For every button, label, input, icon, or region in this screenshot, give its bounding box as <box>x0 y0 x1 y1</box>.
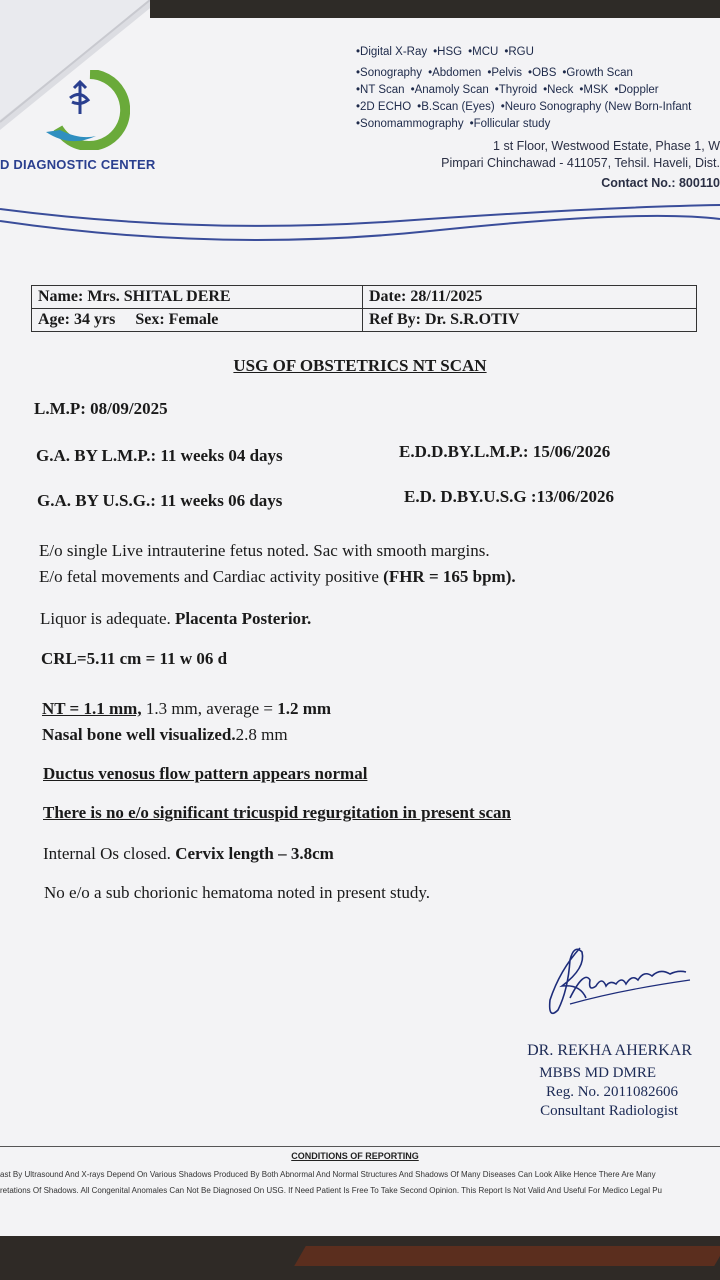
ductus-venosus: Ductus venosus flow pattern appears normal <box>43 764 368 783</box>
lmp: L.M.P: 08/09/2025 <box>34 399 168 418</box>
doctor-name: DR. REKHA AHERKAR <box>527 1042 692 1059</box>
finding-cardiac: E/o fetal movements and Cardiac activity positive (FHR = 165 bpm). <box>39 567 516 586</box>
ga-by-lmp: G.A. BY L.M.P.: 11 weeks 04 days <box>36 446 283 465</box>
placenta-position: Placenta Posterior. <box>175 609 312 628</box>
doctor-signature <box>540 940 700 1030</box>
doctor-registration: Reg. No. 2011082606 <box>546 1084 678 1100</box>
hematoma-finding: No e/o a sub chorionic hematoma noted in present study. <box>44 883 431 902</box>
nasal-bone: Nasal bone well visualized.2.8 mm <box>42 725 288 744</box>
clinic-logo-icon <box>40 70 130 150</box>
services-list <box>356 44 720 133</box>
report-date: Date: 28/11/2025 <box>363 286 697 309</box>
finding-fetus: E/o single Live intrauterine fetus noted. Sac with smooth margins. <box>39 541 490 560</box>
center-name: D DIAGNOSTIC CENTER <box>0 157 156 172</box>
address-line-2: Pimpari Chinchawad - 411057, Tehsil. Haveli, Dist. <box>441 156 720 170</box>
patient-sex: Sex: Female <box>135 311 219 328</box>
cervix-length: Cervix length – 3.8cm <box>175 844 334 863</box>
doctor-degree: MBBS MD DMRE <box>539 1065 656 1081</box>
patient-info-table <box>31 285 697 332</box>
footer-divider <box>0 1146 720 1147</box>
header-wave-divider <box>0 195 720 265</box>
report-title: USG OF OBSTETRICS NT SCAN <box>233 356 487 375</box>
patient-name: Name: Mrs. SHITAL DERE <box>32 286 363 309</box>
conditions-title: CONDITIONS OF REPORTING <box>291 1151 419 1161</box>
background-stripe <box>294 1246 720 1266</box>
contact-number: Contact No.: 800110 <box>601 176 720 190</box>
services-row-5: • Sonomammography• Follicular study <box>356 116 720 133</box>
finding-liquor: Liquor is adequate. Placenta Posterior. <box>40 609 312 628</box>
services-row-4: • 2D ECHO• B.Scan (Eyes)• Neuro Sonography (New Born-Infant <box>356 99 720 116</box>
ga-by-usg: G.A. BY U.S.G.: 11 weeks 06 days <box>37 491 283 510</box>
services-row-2: • Sonography• Abdomen• Pelvis• OBS• Growth Scan <box>356 65 720 82</box>
services-row-1: • Digital X-Ray• HSG• MCU• RGU <box>356 44 720 61</box>
referred-by: Ref By: Dr. S.R.OTIV <box>363 309 697 332</box>
conditions-line-1: ast By Ultrasound And X-rays Depend On Various Shadows Produced By Both Abnormal And Normal Structures And Shadows Of Many Diseases Can Look Alike Hence There Are Many <box>0 1170 656 1179</box>
fhr-value: (FHR = 165 bpm). <box>383 567 516 586</box>
address-line-1: 1 st Floor, Westwood Estate, Phase 1, W <box>493 139 720 153</box>
edd-by-usg: E.D. D.BY.U.S.G :13/06/2026 <box>404 487 615 506</box>
background-surface <box>0 1236 720 1280</box>
conditions-line-2: retations Of Shadows. All Congenital Anomales Can Not Be Diagnosed On USG. If Need Patient Is Free To Take Second Opinion. This Report Is Not Valid And Useful For Medico Legal Pu <box>0 1186 662 1195</box>
tricuspid-regurgitation: There is no e/o significant tricuspid regurgitation in present scan <box>43 803 511 822</box>
background-edge <box>150 0 720 18</box>
patient-age: Age: 34 yrs <box>38 311 116 328</box>
edd-by-lmp: E.D.D.BY.L.M.P.: 15/06/2026 <box>399 442 611 461</box>
cervix-finding: Internal Os closed. Cervix length – 3.8cm <box>43 844 334 863</box>
services-row-3: • NT Scan• Anamoly Scan• Thyroid• Neck• MSK• Doppler <box>356 82 720 99</box>
doctor-role: Consultant Radiologist <box>540 1103 678 1119</box>
patient-age-sex <box>32 309 363 332</box>
crl-measurement: CRL=5.11 cm = 11 w 06 d <box>41 649 228 668</box>
nt-measurement: NT = 1.1 mm, 1.3 mm, average = 1.2 mm <box>42 699 332 718</box>
